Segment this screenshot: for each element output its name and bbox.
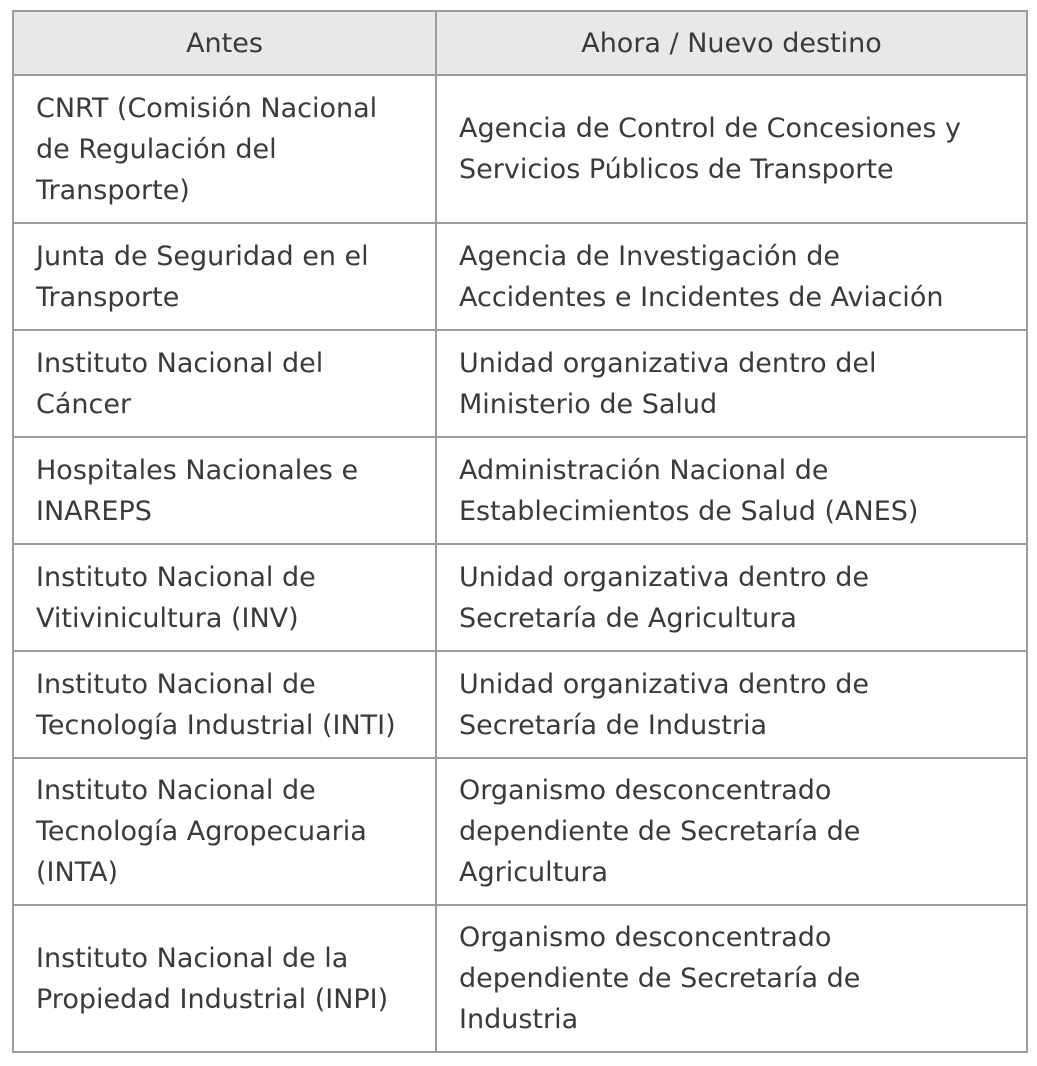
- cell-antes: [13, 437, 436, 544]
- cell-line: Administración Nacional de: [459, 454, 829, 486]
- column-header-ahora: Ahora / Nuevo destino: [436, 11, 1027, 75]
- cell-line: Unidad organizativa dentro de: [459, 668, 869, 700]
- cell-line: Instituto Nacional de: [36, 775, 316, 806]
- cell-line: Instituto Nacional del: [36, 347, 324, 379]
- cell-ahora: [436, 758, 1027, 905]
- cell-line: Agencia de Investigación de: [459, 240, 840, 272]
- cell-line: Transporte: [36, 281, 180, 313]
- cell-line: dependiente de Secretaría de: [459, 816, 861, 847]
- table-row: [13, 437, 1027, 544]
- cell-ahora: [436, 651, 1027, 758]
- comparison-table: [12, 10, 1028, 1053]
- cell-ahora: [436, 75, 1027, 223]
- table-row: [13, 544, 1027, 651]
- cell-line: CNRT (Comisión Nacional: [36, 92, 378, 124]
- cell-line: Industria: [459, 1004, 579, 1035]
- cell-line: de Regulación del: [36, 133, 277, 165]
- cell-antes: [13, 330, 436, 437]
- cell-antes: [13, 544, 436, 651]
- cell-line: Establecimientos de Salud (ANES): [459, 495, 919, 527]
- cell-line: Agencia de Control de Concesiones y: [459, 113, 962, 144]
- cell-line: Servicios Públicos de Transporte: [459, 154, 894, 185]
- table-row: [13, 223, 1027, 330]
- cell-line: dependiente de Secretaría de: [459, 963, 861, 994]
- cell-line: Secretaría de Industria: [459, 709, 768, 741]
- cell-line: Agricultura: [459, 857, 609, 888]
- cell-line: Instituto Nacional de la: [36, 942, 349, 974]
- cell-line: Tecnología Industrial (INTI): [36, 709, 396, 741]
- cell-line: Propiedad Industrial (INPI): [36, 983, 389, 1015]
- table-row: [13, 330, 1027, 437]
- cell-antes: [13, 223, 436, 330]
- table-row: [13, 758, 1027, 905]
- cell-ahora: [436, 330, 1027, 437]
- table-row: [13, 905, 1027, 1052]
- cell-line: Secretaría de Agricultura: [459, 602, 797, 634]
- cell-ahora: [436, 544, 1027, 651]
- cell-line: Unidad organizativa dentro de: [459, 561, 869, 593]
- table-header-row: [13, 11, 1027, 75]
- cell-line: INAREPS: [36, 495, 152, 527]
- cell-line: Organismo desconcentrado: [459, 775, 832, 806]
- cell-line: Instituto Nacional de: [36, 668, 316, 700]
- cell-ahora: [436, 223, 1027, 330]
- column-header-antes: Antes: [13, 11, 436, 75]
- cell-ahora: [436, 437, 1027, 544]
- cell-antes: [13, 651, 436, 758]
- cell-line: Organismo desconcentrado: [459, 922, 832, 953]
- cell-line: Junta de Seguridad en el: [36, 240, 369, 272]
- cell-line: Vitivinicultura (INV): [36, 602, 299, 634]
- cell-line: Hospitales Nacionales e: [36, 454, 359, 486]
- cell-line: Accidentes e Incidentes de Aviación: [459, 281, 944, 313]
- cell-ahora: [436, 905, 1027, 1052]
- cell-line: Transporte): [36, 174, 190, 206]
- cell-line: Instituto Nacional de: [36, 561, 316, 593]
- cell-line: (INTA): [36, 857, 119, 888]
- table-row: [13, 75, 1027, 223]
- cell-line: Cáncer: [36, 388, 132, 420]
- cell-line: Unidad organizativa dentro del: [459, 347, 877, 379]
- cell-antes: [13, 75, 436, 223]
- table-row: [13, 651, 1027, 758]
- cell-antes: [13, 758, 436, 905]
- cell-antes: [13, 905, 436, 1052]
- cell-line: Tecnología Agropecuaria: [36, 816, 367, 847]
- cell-line: Ministerio de Salud: [459, 388, 718, 420]
